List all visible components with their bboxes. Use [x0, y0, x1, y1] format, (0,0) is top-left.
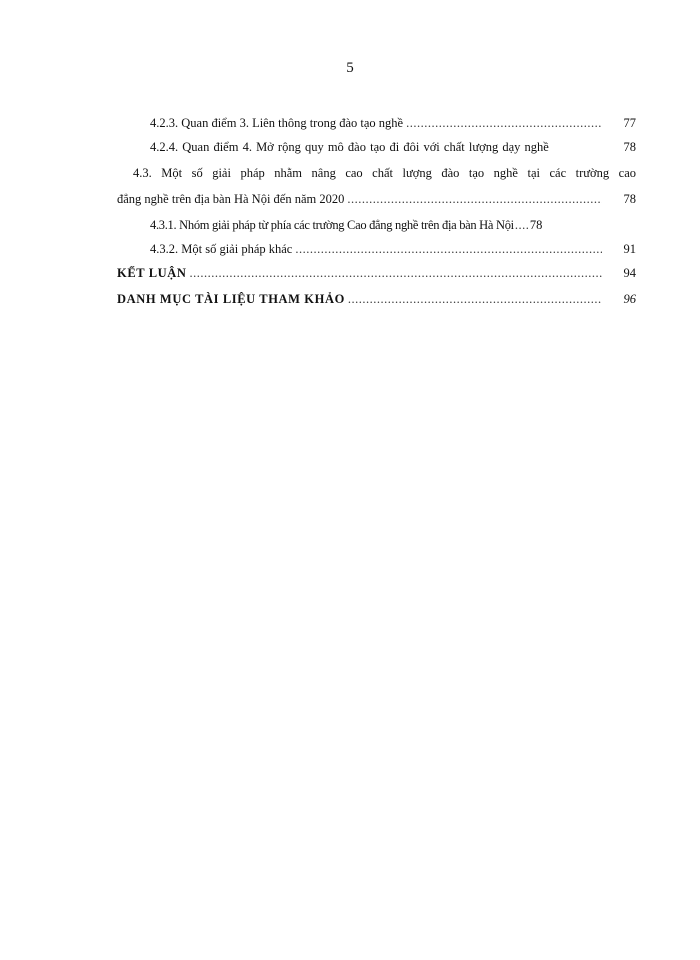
page-number: 5 [346, 60, 354, 76]
toc-entry-label: đẳng nghề trên địa bàn Hà Nội đến năm 2020 [117, 192, 345, 206]
toc-entry-label: 4.3.1. Nhóm giải pháp từ phía các trường Cao đẳng nghề trên địa bàn Hà Nội [150, 218, 514, 232]
toc-entry-page: 78 [623, 140, 636, 154]
toc-entry-label: DANH MỤC TÀI LIỆU THAM KHẢO [117, 292, 345, 306]
dot-leader [406, 116, 602, 131]
toc-entry-page: 78 [623, 192, 636, 206]
toc-entry-page: 77 [623, 116, 636, 130]
dot-leader [295, 242, 602, 257]
toc-entry-4-3 [117, 192, 636, 207]
toc-entry-4-2-3 [150, 116, 636, 131]
toc-entry-4-2-4 [150, 140, 636, 155]
toc-entry-references [117, 292, 636, 307]
toc-entry-label: 4.3.2. Một số giải pháp khác [150, 242, 293, 256]
toc-entry-page: 91 [623, 242, 636, 256]
dot-leader [190, 266, 602, 281]
dot-leader [515, 218, 529, 233]
toc-entry-page: 96 [623, 292, 636, 306]
toc-entry-label: 4.2.3. Quan điểm 3. Liên thông trong đào tạo nghề [150, 116, 404, 130]
toc-entry-4-3-1 [150, 218, 636, 233]
dot-leader [347, 192, 602, 207]
toc-entry-page: 78 [529, 218, 543, 232]
toc-entry-conclusion [117, 266, 636, 281]
toc-entry-4-3-2 [150, 242, 636, 257]
toc-entry-page: 94 [623, 266, 636, 280]
dot-leader [348, 292, 602, 307]
toc-entry-4-3-line1: 4.3. Một số giải pháp nhằm nâng cao chất lượng đào tạo nghề tại các trường cao [133, 166, 636, 180]
toc-entry-label: KẾT LUẬN [117, 266, 187, 280]
toc-entry-label: 4.2.4. Quan điểm 4. Mở rộng quy mô đào tạo đi đôi với chất lượng dạy nghề [150, 140, 549, 154]
